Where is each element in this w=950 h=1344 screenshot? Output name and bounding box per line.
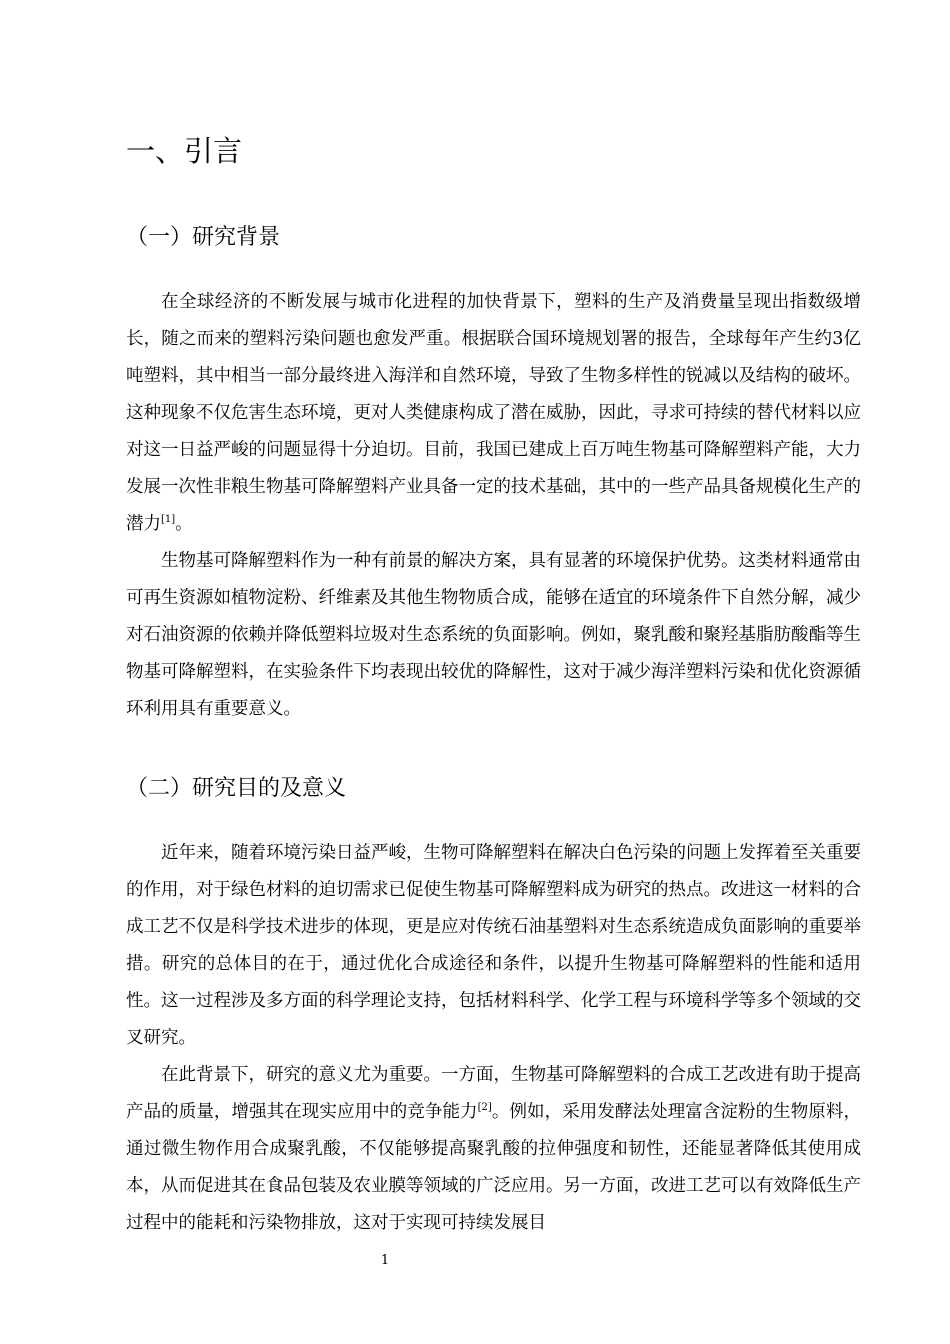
paragraph: [126, 1057, 861, 1242]
paragraph: [126, 284, 861, 543]
section-purpose-body: [126, 835, 861, 1242]
page-number: 1: [380, 1253, 390, 1268]
chapter-heading: 一、引言: [126, 134, 243, 168]
paragraph: 近年来，随着环境污染日益严峻，生物可降解塑料在解决白色污染的问题上发挥着至关重要的作用，对于绿色材料的迫切需求已促使生物基可降解塑料成为研究的热点。改进这一材料的合成工艺不仅是科学技术进步的体现，更是应对传统石油基塑料对生态系统造成负面影响的重要举措。研究的总体目的在于，通过优化合成途径和条件，以提升生物基可降解塑料的性能和适用性。这一过程涉及多方面的科学理论支持，包括材料科学、化学工程与环境科学等多个领域的交叉研究。: [126, 843, 861, 1048]
paragraph: 生物基可降解塑料作为一种有前景的解决方案，具有显著的环境保护优势。这类材料通常由可再生资源如植物淀粉、纤维素及其他生物物质合成，能够在适宜的环境条件下自然分解，减少对石油资源的依赖并降低塑料垃圾对生态系统的负面影响。例如，聚乳酸和聚羟基脂肪酸酯等生物基可降解塑料，在实验条件下均表现出较优的降解性，这对于减少海洋塑料污染和优化资源循环利用具有重要意义。: [126, 551, 861, 719]
section-heading-purpose: （二）研究目的及意义: [126, 776, 347, 801]
paragraph-text: 在全球经济的不断发展与城市化进程的加快背景下，塑料的生产及消费量呈现出指数级增长，随之而来的塑料污染问题也愈发严重。根据联合国环境规划署的报告，全球每年产生约3亿吨塑料，其中相当一部分最终进入海洋和自然环境，导致了生物多样性的锐减以及结构的破坏。这种现象不仅危害生态环境，更对人类健康构成了潜在威胁，因此，寻求可持续的替代材料以应对这一日益严峻的问题显得十分迫切。目前，我国已建成上百万吨生物基可降解塑料产能，大力发展一次性非粮生物基可降解塑料产业具备一定的技术基础，其中的一些产品具备规模化生产的潜力: [126, 292, 861, 534]
section-background-body: [126, 284, 861, 728]
citation-ref: [2]: [477, 1102, 492, 1113]
paragraph-text: 在此背景下，研究的意义尤为重要。一方面，生物基可降解塑料的合成工艺改进有助于提高产品的质量，增强其在现实应用中的竞争能力: [126, 1065, 861, 1122]
section-heading-background: （一）研究背景: [126, 225, 281, 250]
paragraph-text-rest: 。例如，采用发酵法处理富含淀粉的生物原料，通过微生物作用合成聚乳酸，不仅能够提高聚乳酸的拉伸强度和韧性，还能显著降低其使用成本，从而促进其在食品包装及农业膜等领域的广泛应用。另一方面，改进工艺可以有效降低生产过程中的能耗和污染物排放，这对于实现可持续发展目: [126, 1102, 862, 1233]
citation-ref: [1]: [161, 514, 176, 525]
paragraph-end: 。: [175, 514, 193, 534]
